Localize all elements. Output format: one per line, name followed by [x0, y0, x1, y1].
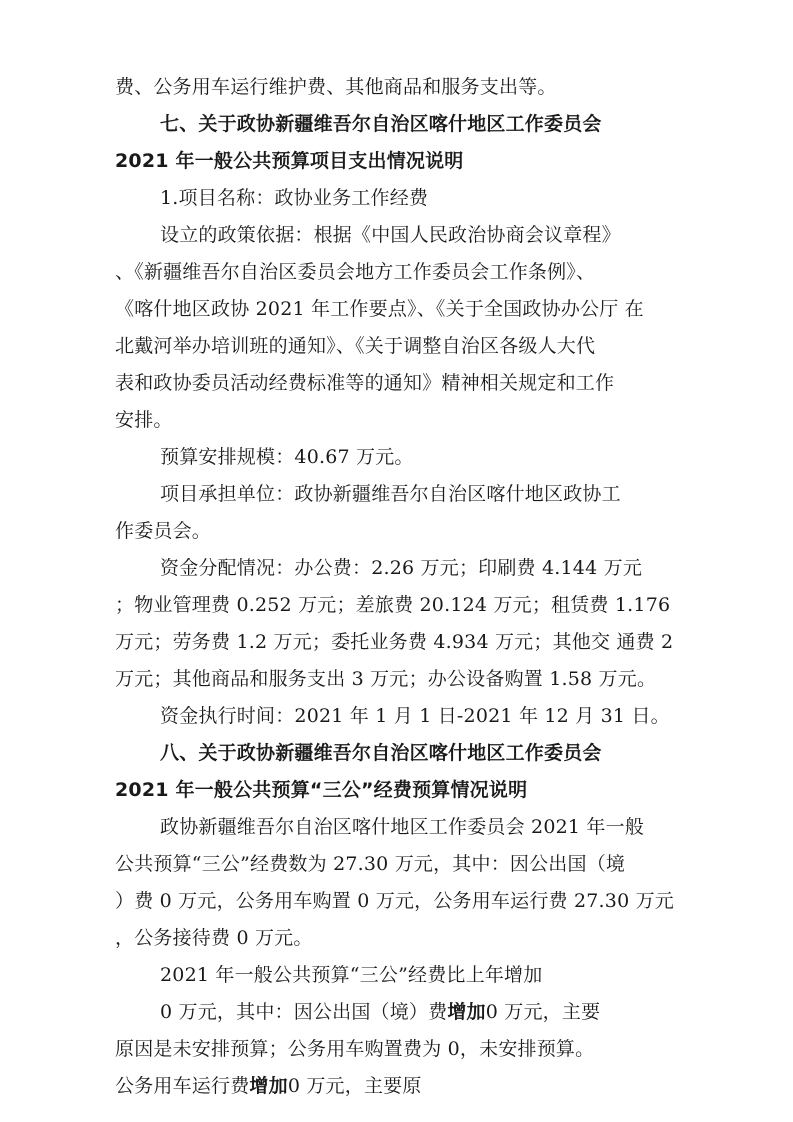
line-segment: 0 万元，其中：因公出国（境）费 — [160, 1001, 448, 1023]
body-text-line: 1.项目名称：政协业务工作经费 — [160, 187, 429, 209]
body-text-line: 设立的政策依据：根据《中国人民政治协商会议章程》 — [160, 224, 621, 246]
body-text-line: ；物业管理费 0.252 万元；差旅费 20.124 万元；租赁费 1.176 — [115, 594, 671, 616]
line-segment: 0 万元，主要原 — [287, 1075, 422, 1097]
body-text-line — [160, 1003, 600, 1022]
body-text-line: ）费 0 万元，公务用车购置 0 万元，公务用车运行费 27.30 万元 — [115, 890, 675, 912]
body-text-line: 公共预算“三公”经费数为 27.30 万元，其中：因公出国（境 — [115, 853, 626, 875]
body-text-line: 2021 年一般公共预算“三公”经费比上年增加 — [160, 964, 543, 986]
body-text-line: 原因是未安排预算；公务用车购置费为 0，未安排预算。 — [115, 1038, 595, 1060]
body-text-line: 预算安排规模：40.67 万元。 — [160, 446, 414, 468]
body-text-line: 安排。 — [115, 409, 173, 431]
emphasis-text: 增加 — [447, 1001, 486, 1023]
body-text-line: 、《新疆维吾尔自治区委员会地方工作委员会工作条例》、 — [115, 261, 596, 283]
body-text-line: 《喀什地区政协 2021 年工作要点》、《关于全国政协办公厅 在 — [115, 298, 644, 320]
section-heading: 2021 年一般公共预算“三公”经费预算情况说明 — [115, 779, 528, 801]
section-heading: 八、关于政协新疆维吾尔自治区喀什地区工作委员会 — [160, 742, 602, 764]
body-text-line: 资金执行时间：2021 年 1 月 1 日-2021 年 12 月 31 日。 — [160, 705, 670, 727]
emphasis-text: 增加 — [249, 1075, 288, 1097]
section-heading: 2021 年一般公共预算项目支出情况说明 — [115, 150, 464, 172]
body-text-line: 费、公务用车运行维护费、其他商品和服务支出等。 — [115, 76, 557, 98]
section-heading: 七、关于政协新疆维吾尔自治区喀什地区工作委员会 — [160, 113, 602, 135]
body-text-line: ，公务接待费 0 万元。 — [115, 927, 313, 949]
body-text-line: 作委员会。 — [115, 520, 212, 542]
body-text-line: 表和政协委员活动经费标准等的通知》精神相关规定和工作 — [115, 372, 615, 394]
body-text-line: 资金分配情况：办公费：2.26 万元；印刷费 4.144 万元 — [160, 557, 643, 579]
body-text-line — [115, 1077, 422, 1096]
body-text-line: 万元；其他商品和服务支出 3 万元；办公设备购置 1.58 万元。 — [115, 668, 657, 690]
body-text-line: 北戴河举办培训班的通知》、《关于调整自治区各级人大代 — [115, 335, 596, 357]
line-segment: 0 万元，主要 — [485, 1001, 601, 1023]
body-text-line: 政协新疆维吾尔自治区喀什地区工作委员会 2021 年一般 — [160, 816, 645, 838]
body-text-line: 万元；劳务费 1.2 万元；委托业务费 4.934 万元；其他交 通费 2 — [115, 631, 674, 653]
line-segment: 公务用车运行费 — [115, 1075, 250, 1097]
body-text-line: 项目承担单位：政协新疆维吾尔自治区喀什地区政协工 — [160, 483, 621, 505]
